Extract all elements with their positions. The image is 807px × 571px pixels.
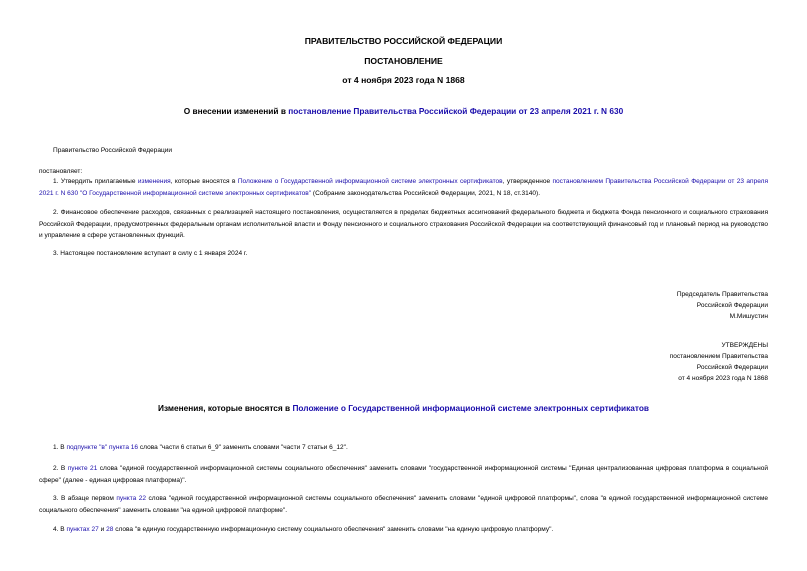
change-4-text-a: 4. В bbox=[53, 526, 67, 533]
change-2-text-b: слова "единой государственной информационной системы социального обеспечения" заменить словами "государственной информационной системы "Единая централизованная цифровая платформа в социальной сфере" (далее - единая цифровая платформа)". bbox=[39, 465, 768, 484]
change-2 bbox=[39, 463, 768, 486]
title-link-resolution-630[interactable]: постановление Правительства Российской Федерации от 23 апреля 2021 г. N 630 bbox=[288, 106, 624, 116]
approved-country: Российской Федерации bbox=[696, 364, 768, 371]
signature-position: Председатель Правительства bbox=[676, 291, 768, 298]
document-type: ПОСТАНОВЛЕНИЕ bbox=[364, 56, 443, 66]
signature-name: М.Мишустин bbox=[729, 313, 768, 320]
change-3-text-b: слова "единой государственной информационной системы социального обеспечения" заменить словами "единой цифровой платформы", слова "в единой государственной информационной системе социального обеспечения" заменить словами "на единой цифровой платформе". bbox=[39, 495, 768, 514]
link-regulation[interactable]: Положение о Государственной информационной системе электронных сертификатов bbox=[237, 178, 503, 185]
change-4-text-b: и bbox=[98, 526, 107, 533]
approved-date: от 4 ноября 2023 года N 1868 bbox=[678, 375, 768, 382]
changes-title bbox=[0, 403, 807, 413]
paragraph-1 bbox=[39, 176, 768, 199]
signature-country: Российской Федерации bbox=[696, 302, 768, 309]
change-3 bbox=[39, 493, 768, 516]
paragraph-1-text-d: (Собрание законодательства Российской Федерации, 2021, N 18, ст.3140). bbox=[311, 189, 541, 197]
changes-title-prefix: Изменения, которые вносятся в bbox=[158, 403, 293, 413]
approved-by: постановлением Правительства bbox=[669, 353, 768, 360]
approved-label: УТВЕРЖДЕНЫ bbox=[721, 342, 768, 349]
document-title bbox=[0, 106, 807, 116]
link-subpoint-16[interactable]: подпункте "в" пункта 16 bbox=[66, 444, 139, 451]
paragraph-3: 3. Настоящее постановление вступает в силу с 1 января 2024 г. bbox=[53, 250, 248, 257]
government-name: Правительство Российской Федерации bbox=[53, 147, 173, 154]
document-title-prefix: О внесении изменений в bbox=[183, 106, 289, 116]
government-heading: ПРАВИТЕЛЬСТВО РОССИЙСКОЙ ФЕДЕРАЦИИ bbox=[304, 36, 503, 46]
change-4 bbox=[53, 524, 553, 536]
change-1 bbox=[53, 442, 348, 454]
link-changes[interactable]: изменения bbox=[137, 178, 171, 185]
link-point-28[interactable]: 28 bbox=[106, 526, 114, 533]
decides-text: постановляет: bbox=[39, 168, 83, 175]
link-point-27[interactable]: пунктах 27 bbox=[66, 526, 99, 533]
link-point-21[interactable]: пункте 21 bbox=[67, 465, 98, 472]
paragraph-1-text-b: , которые вносятся в bbox=[170, 178, 238, 185]
link-resolution-630[interactable]: постановлением Правительства Российской Федерации от 23 апреля 2021 г. N 630 "О Государственной информационной системе электронных сертификатов" bbox=[39, 178, 768, 197]
document-date: от 4 ноября 2023 года N 1868 bbox=[342, 75, 465, 85]
change-1-text-a: 1. В bbox=[53, 444, 67, 451]
paragraph-1-text-c: , утвержденное bbox=[502, 178, 553, 185]
change-3-text-a: 3. В абзаце первом bbox=[53, 495, 117, 502]
paragraph-1-text-a: 1. Утвердить прилагаемые bbox=[53, 178, 138, 185]
link-point-22[interactable]: пункта 22 bbox=[116, 495, 147, 502]
change-4-text-c: слова "в единую государственную информационную систему социального обеспечения" заменить словами "на единую цифровую платформу". bbox=[113, 526, 554, 533]
changes-title-link[interactable]: Положение о Государственной информационной системе электронных сертификатов bbox=[292, 403, 649, 413]
paragraph-2: 2. Финансовое обеспечение расходов, связанных с реализацией настоящего постановления, осуществляется в пределах бюджетных ассигнований федерального бюджета и бюджета Фонда пенсионного и социального страхования Российской Федерации, предусмотренных федеральным органам исполнительной власти и Фонду пенсионного и социального страхования Российской Федерации на соответствующий финансовый год и плановый период на руководство и управление в сфере установленных функций. bbox=[39, 209, 768, 240]
change-2-text-a: 2. В bbox=[53, 465, 68, 472]
change-1-text-b: слова "части 6 статьи 6_9" заменить словами "части 7 статьи 6_12". bbox=[138, 444, 348, 451]
